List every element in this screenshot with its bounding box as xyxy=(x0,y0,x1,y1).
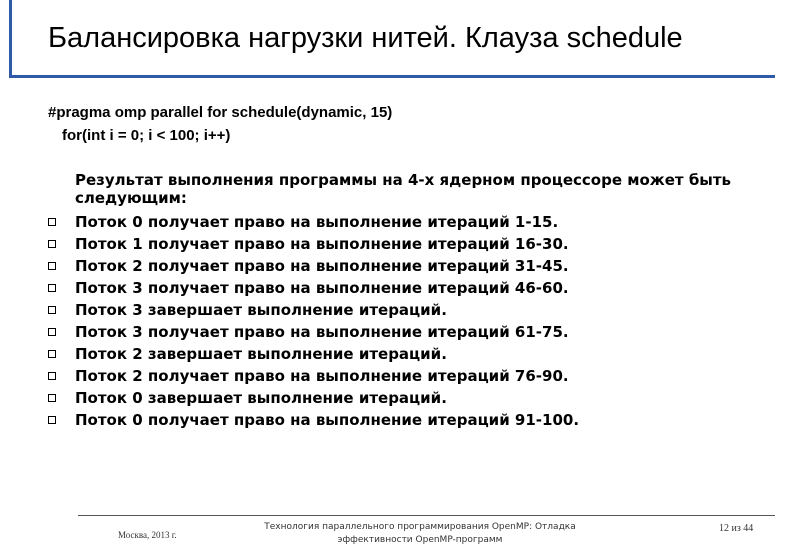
list-item-text: Поток 2 получает право на выполнение итераций 31-45. xyxy=(75,257,569,275)
code-line-for: for(int i = 0; i < 100; i++) xyxy=(62,127,231,144)
footer-course-title: Технология параллельного программирования OpenMP: Отладка эффективности OpenMP-программ xyxy=(264,522,576,545)
footer-rule xyxy=(78,515,775,516)
square-bullet-icon xyxy=(48,262,56,270)
list-item-text: Поток 2 завершает выполнение итераций. xyxy=(75,345,447,363)
list-item xyxy=(48,365,579,387)
code-line-pragma: #pragma omp parallel for schedule(dynamic, 15) xyxy=(48,104,393,121)
page-number: 12 из 44 xyxy=(719,523,754,534)
list-item-text: Поток 0 получает право на выполнение итераций 91-100. xyxy=(75,411,580,429)
square-bullet-icon xyxy=(48,284,56,292)
title-bottom-rule xyxy=(9,75,775,78)
list-item-text: Поток 3 получает право на выполнение итераций 61-75. xyxy=(75,323,569,341)
square-bullet-icon xyxy=(48,218,56,226)
square-bullet-icon xyxy=(48,328,56,336)
square-bullet-icon xyxy=(48,394,56,402)
square-bullet-icon xyxy=(48,372,56,380)
list-item-text: Поток 0 завершает выполнение итераций. xyxy=(75,389,447,407)
list-item xyxy=(48,277,579,299)
intro-text: Результат выполнения программы на 4-х ядерном процессоре может быть следующим: xyxy=(75,171,732,207)
list-item xyxy=(48,233,579,255)
list-item-text: Поток 2 получает право на выполнение итераций 76-90. xyxy=(75,367,569,385)
list-item xyxy=(48,343,579,365)
slide-title: Балансировка нагрузки нитей. Клауза schedule xyxy=(48,22,683,54)
list-item xyxy=(48,211,579,233)
square-bullet-icon xyxy=(48,416,56,424)
footer-location-date: Москва, 2013 г. xyxy=(118,530,177,540)
square-bullet-icon xyxy=(48,240,56,248)
square-bullet-icon xyxy=(48,350,56,358)
list-item-text: Поток 3 завершает выполнение итераций. xyxy=(75,301,447,319)
list-item xyxy=(48,387,579,409)
list-item-text: Поток 1 получает право на выполнение итераций 16-30. xyxy=(75,235,569,253)
list-item-text: Поток 0 получает право на выполнение итераций 1-15. xyxy=(75,213,559,231)
list-item xyxy=(48,321,579,343)
square-bullet-icon xyxy=(48,306,56,314)
title-left-rule xyxy=(9,0,12,78)
list-item xyxy=(48,255,579,277)
list-item-text: Поток 3 получает право на выполнение итераций 46-60. xyxy=(75,279,569,297)
list-item xyxy=(48,409,579,431)
list-item xyxy=(48,299,579,321)
bullet-list xyxy=(48,211,579,431)
